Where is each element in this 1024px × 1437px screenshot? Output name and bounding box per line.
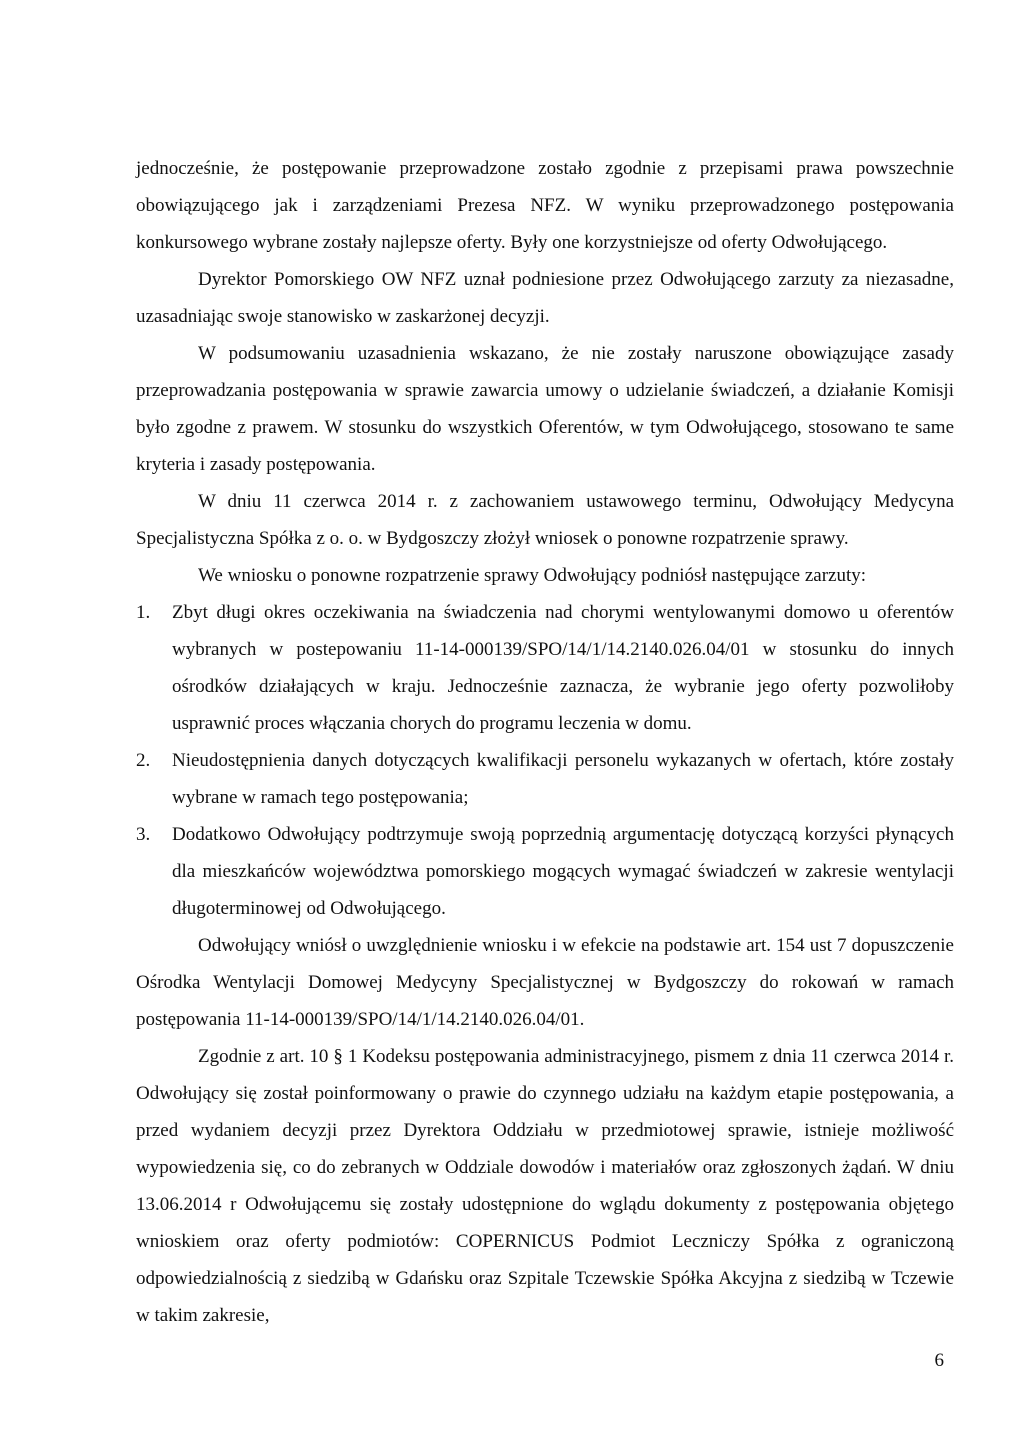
objections-list — [136, 594, 954, 927]
paragraph-motion-filed: W dniu 11 czerwca 2014 r. z zachowaniem ustawowego terminu, Odwołujący Medycyna Specjalistyczna Spółka z o. o. w Bydgoszczy złożył wniosek o ponowne rozpatrzenie sprawy. — [136, 491, 954, 549]
paragraph-continuation: jednocześnie, że postępowanie przeprowadzone zostało zgodnie z przepisami prawa powszechnie obowiązującego jak i zarządzeniami Prezesa NFZ. W wyniku przeprowadzonego postępowania konkursowego wybrane zostały najlepsze oferty. Były one korzystniejsze od oferty Odwołującego. — [136, 158, 954, 253]
paragraph-procedure: Zgodnie z art. 10 § 1 Kodeksu postępowania administracyjnego, pismem z dnia 11 czerwca 2014 r. Odwołujący się został poinformowany o prawie do czynnego udziału na każdym etapie postępowania, a przed wydaniem decyzji przez Dyrektora Oddziału w przedmiotowej sprawie, istnieje możliwość wypowiedzenia się, co do zebranych w Oddziale dowodów i materiałów oraz zgłoszonych żądań. W dniu 13.06.2014 r Odwołującemu się zostały udostępnione do wglądu dokumenty z postępowania objętego wnioskiem oraz oferty podmiotów: COPERNICUS Podmiot Leczniczy Spółka z ograniczoną odpowiedzialnością z siedzibą w Gdańsku oraz Szpitale Tczewskie Spółka Akcyjna z siedzibą w Tczewie w takim zakresie, — [136, 1046, 954, 1326]
paragraph-list-intro: We wniosku o ponowne rozpatrzenie sprawy Odwołujący podniósł następujące zarzuty: — [198, 565, 867, 586]
list-item — [136, 816, 954, 927]
list-item-text: Zbyt długi okres oczekiwania na świadczenia nad chorymi wentylowanymi domowo u oferentów wybranych w postepowaniu 11-14-000139/SPO/14/1/14.2140.026.04/01 w stosunku do innych ośrodków działających w kraju. Jednocześnie zaznacza, że wybranie jego oferty pozwoliłoby usprawnić proces włączania chorych do programu leczenia w domu. — [172, 602, 954, 734]
list-item-number: 1. — [136, 602, 151, 623]
list-item — [136, 742, 954, 816]
list-item — [136, 594, 954, 742]
list-item-number: 3. — [136, 824, 151, 845]
paragraph-request: Odwołujący wniósł o uwzględnienie wniosku i w efekcie na podstawie art. 154 ust 7 dopuszczenie Ośrodka Wentylacji Domowej Medycyny Specjalistycznej w Bydgoszczy do rokowań w ramach postępowania 11-14-000139/SPO/14/1/14.2140.026.04/01. — [136, 935, 954, 1030]
paragraph-summary: W podsumowaniu uzasadnienia wskazano, że nie zostały naruszone obowiązujące zasady przeprowadzania postępowania w sprawie zawarcia umowy o udzielanie świadczeń, a działanie Komisji było zgodne z prawem. W stosunku do wszystkich Oferentów, w tym Odwołującego, stosowano te same kryteria i zasady postępowania. — [136, 343, 954, 475]
paragraph-director-decision: Dyrektor Pomorskiego OW NFZ uznał podniesione przez Odwołującego zarzuty za niezasadne, uzasadniając swoje stanowisko w zaskarżonej decyzji. — [136, 269, 954, 327]
page-number: 6 — [934, 1350, 944, 1371]
list-item-text: Nieudostępnienia danych dotyczących kwalifikacji personelu wykazanych w ofertach, które zostały wybrane w ramach tego postępowania; — [172, 750, 954, 808]
list-item-number: 2. — [136, 750, 151, 771]
list-item-text: Dodatkowo Odwołujący podtrzymuje swoją poprzednią argumentację dotyczącą korzyści płynących dla mieszkańców województwa pomorskiego mogących wymagać świadczeń w zakresie wentylacji długoterminowej od Odwołującego. — [172, 824, 954, 919]
document-page — [136, 150, 954, 1334]
